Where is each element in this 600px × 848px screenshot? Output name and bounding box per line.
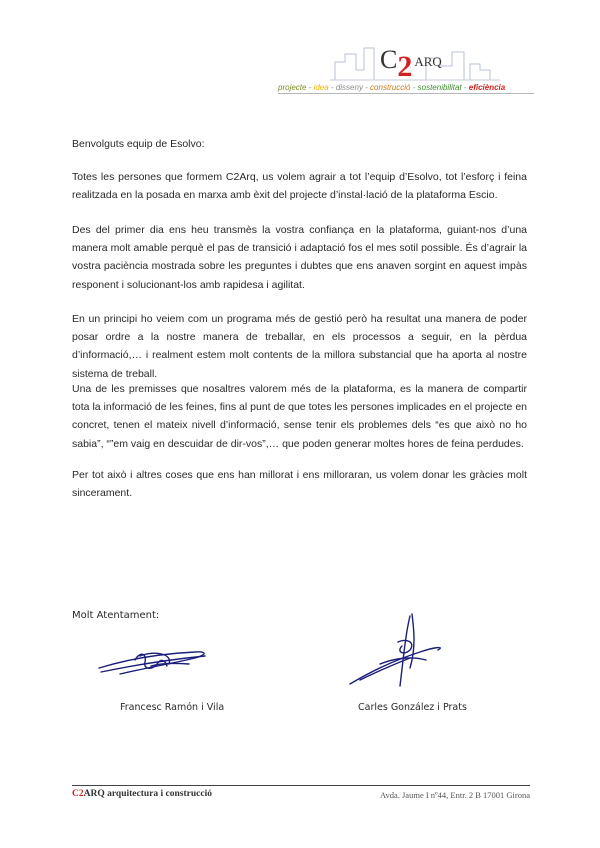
logo-arq: ARQ: [414, 54, 442, 69]
tagline-sep: -: [306, 83, 314, 92]
footer-brand-rest: arquitectura i construcció: [104, 789, 212, 799]
closing: Molt Atentament:: [72, 610, 160, 621]
footer-address: Avda. Jaume I nº44, Entr. 2 B 17001 Girona: [379, 790, 530, 800]
footer-divider: [72, 785, 530, 786]
tagline-eficiencia: eficiència: [468, 83, 506, 92]
footer-brand-arq: ARQ: [83, 789, 105, 799]
header-divider: [278, 93, 534, 94]
salutation: Benvolguts equip de Esolvo:: [72, 138, 205, 150]
paragraph-3: En un principi ho veiem com un programa més de gestió però ha resultat una manera de poder posar ordre a la nostre manera de treballar, en els processos a seguir, en la pèrdua d’informació,… i realment estem molt contents de la millora substancial que ha aporta al nostre sistema de treball.: [72, 313, 527, 380]
tagline-idea: idea: [313, 83, 329, 92]
signature-francesc: [95, 630, 215, 690]
tagline-sostenibilitat: sostenibilitat: [417, 83, 462, 92]
paragraph-4: Una de les premisses que nosaltres valorem més de la plataforma, es la manera de compartir tota la informació de les feines, fins al punt de que totes les persones implicades en el projecte en concret, tenen el mateix nivell d’informació, sense tenir els problemes dels “es que això no ho sabia”, “”em vaig en descuidar de dir-vos”,… que poden generar moltes hores de feina perdudes.: [72, 383, 527, 450]
paragraph-1: Totes les persones que formem C2Arq, us volem agrair a tot l’equip d’Esolvo, tot l’esforç i feina realitzada en la posada en marxa amb èxit del projecte d’instal·lació de la plataforma Escio.: [72, 171, 527, 202]
logo-c: C: [380, 45, 398, 74]
tagline-sep: -: [410, 83, 418, 92]
paragraph-5: Per tot això i altres coses que ens han millorat i ens milloraran, us volem donar les gràcies molt sincerament.: [72, 469, 527, 500]
tagline: [278, 83, 538, 92]
tagline-sep: -: [461, 83, 469, 92]
logo-wordmark: [380, 42, 442, 83]
paragraph-2: Des del primer dia ens heu transmès la vostra confiança en la plataforma, guiant-nos d’una manera molt amable perquè el pas de transició i adaptació fos el mes sotil possible. És d’agrair la vostra paciència mostrada sobre les preguntes i dubtes que ens anaven sorgint en aquest impàs responent i solucionant-los amb rapidesa i agilitat.: [72, 224, 527, 291]
tagline-projecte: projecte: [278, 83, 307, 92]
signer-name-1: Francesc Ramón i Vila: [120, 702, 225, 713]
tagline-sep: -: [328, 83, 336, 92]
footer-brand-c2: C2: [72, 789, 84, 799]
tagline-construccio: construcció: [370, 83, 411, 92]
footer-brand: [72, 789, 212, 799]
logo-two: 2: [397, 50, 413, 83]
tagline-sep: -: [362, 83, 371, 92]
tagline-disseny: disseny: [335, 83, 363, 92]
signature-carles: [340, 612, 460, 692]
signer-name-2: Carles González i Prats: [358, 702, 467, 713]
